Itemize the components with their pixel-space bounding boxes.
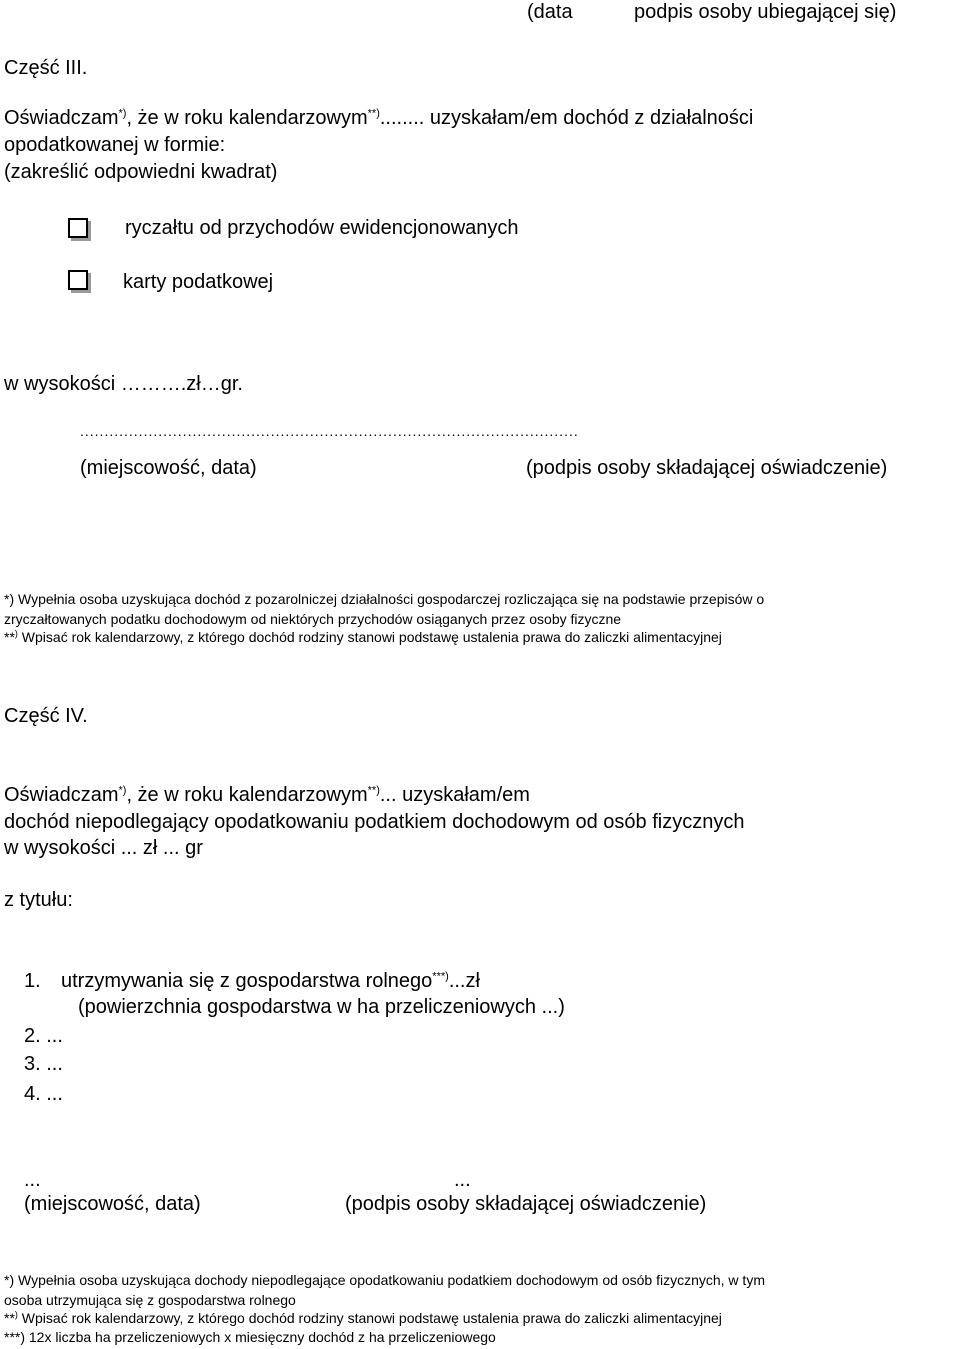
item-3: 3. ... [24,1053,63,1075]
part4-declaration-line2: dochód niepodlegający opodatkowaniu podatkiem dochodowym od osób fizycznych [4,811,745,833]
footnote-mark: ) [14,1309,18,1320]
part3-signature-label: (podpis osoby składającej oświadczenie) [526,457,888,479]
top-date-label: (data [527,1,573,23]
part3-place-date-label: (miejscowość, data) [80,457,257,479]
item-2: 2. ... [24,1025,63,1047]
part4-footnote-2 [4,1310,722,1327]
footnote-mark: *) [118,107,127,120]
item-1 [61,969,480,993]
part4-dots-right: ... [454,1169,471,1191]
item-1-text: utrzymywania się z gospodarstwa rolnego [61,970,433,992]
checkbox-lump-sum[interactable] [68,218,88,238]
footnote-mark: **) [367,107,380,120]
part4-title-of: z tytułu: [4,889,73,911]
part4-footnote-3: ***) 12x liczba ha przeliczeniowych x miesięczny dochód z ha przeliczeniowego [4,1329,496,1345]
part3-footnote-1-line2: zryczałtowanych podatku dochodowym od niektórych przychodów osiąganych przez osoby fizyczne [4,611,622,627]
footnote-mark: ** [4,1310,15,1326]
part4-amount-line: w wysokości ... zł ... gr [4,837,203,859]
top-signature-label: podpis osoby ubiegającej się) [634,1,897,23]
part4-dots-left: ... [24,1169,41,1191]
part3-dots-line: ...................................................................................................... [80,423,579,439]
item-1-subtext: (powierzchnia gospodarstwa w ha przeliczeniowych ...) [78,996,565,1018]
declaration-suffix: ... uzyskałam/em [379,784,530,806]
declaration-prefix: Oświadczam [4,784,119,806]
declaration-middle: , że w roku kalendarzowym [126,784,368,806]
item-1-suffix: ...zł [448,970,480,992]
footnote-mark: *) [118,784,127,797]
footnote-mark: **) [367,784,380,797]
part3-footnote-1-line1: *) Wypełnia osoba uzyskująca dochód z pozarolniczej działalności gospodarczej rozliczająca się na podstawie przepisów o [4,591,765,607]
part3-instruction: (zakreślić odpowiedni kwadrat) [4,161,278,183]
part4-place-date-label: (miejscowość, data) [24,1193,201,1215]
option-tax-card-label: karty podatkowej [123,271,274,293]
item-1-number: 1. [24,970,41,992]
part3-declaration-line1 [4,106,960,130]
part4-footnote-1-line1: *) Wypełnia osoba uzyskująca dochody niepodlegające opodatkowaniu podatkiem dochodowym od osób fizycznych, w tym [4,1272,765,1288]
part4-heading: Część IV. [4,705,88,727]
part3-amount-line: w wysokości ……….zł…gr. [4,373,243,395]
part3-heading: Część III. [4,57,88,79]
declaration-suffix: ........ uzyskałam/em dochód z działalności [379,107,754,129]
footnote-mark: ) [14,628,18,639]
checkbox-tax-card[interactable] [68,270,88,290]
footnote-text: Wpisać rok kalendarzowy, z którego dochód rodziny stanowi podstawę ustalenia prawa do zaliczki alimentacyjnej [17,1310,722,1326]
part4-footnote-1-line2: osoba utrzymująca się z gospodarstwa rolnego [4,1292,296,1308]
option-lump-sum-label: ryczałtu od przychodów ewidencjonowanych [125,217,519,239]
footnote-mark: ** [4,629,15,645]
footnote-mark: ***) [432,970,449,983]
part4-declaration-line1 [4,783,530,807]
part3-footnote-2 [4,629,722,646]
part4-signature-label: (podpis osoby składającej oświadczenie) [345,1193,707,1215]
declaration-middle: , że w roku kalendarzowym [126,107,368,129]
footnote-text: Wpisać rok kalendarzowy, z którego dochód rodziny stanowi podstawę ustalenia prawa do zaliczki alimentacyjnej [17,629,722,645]
declaration-prefix: Oświadczam [4,107,119,129]
item-4: 4. ... [24,1083,63,1105]
part3-declaration-line2: opodatkowanej w formie: [4,134,226,156]
